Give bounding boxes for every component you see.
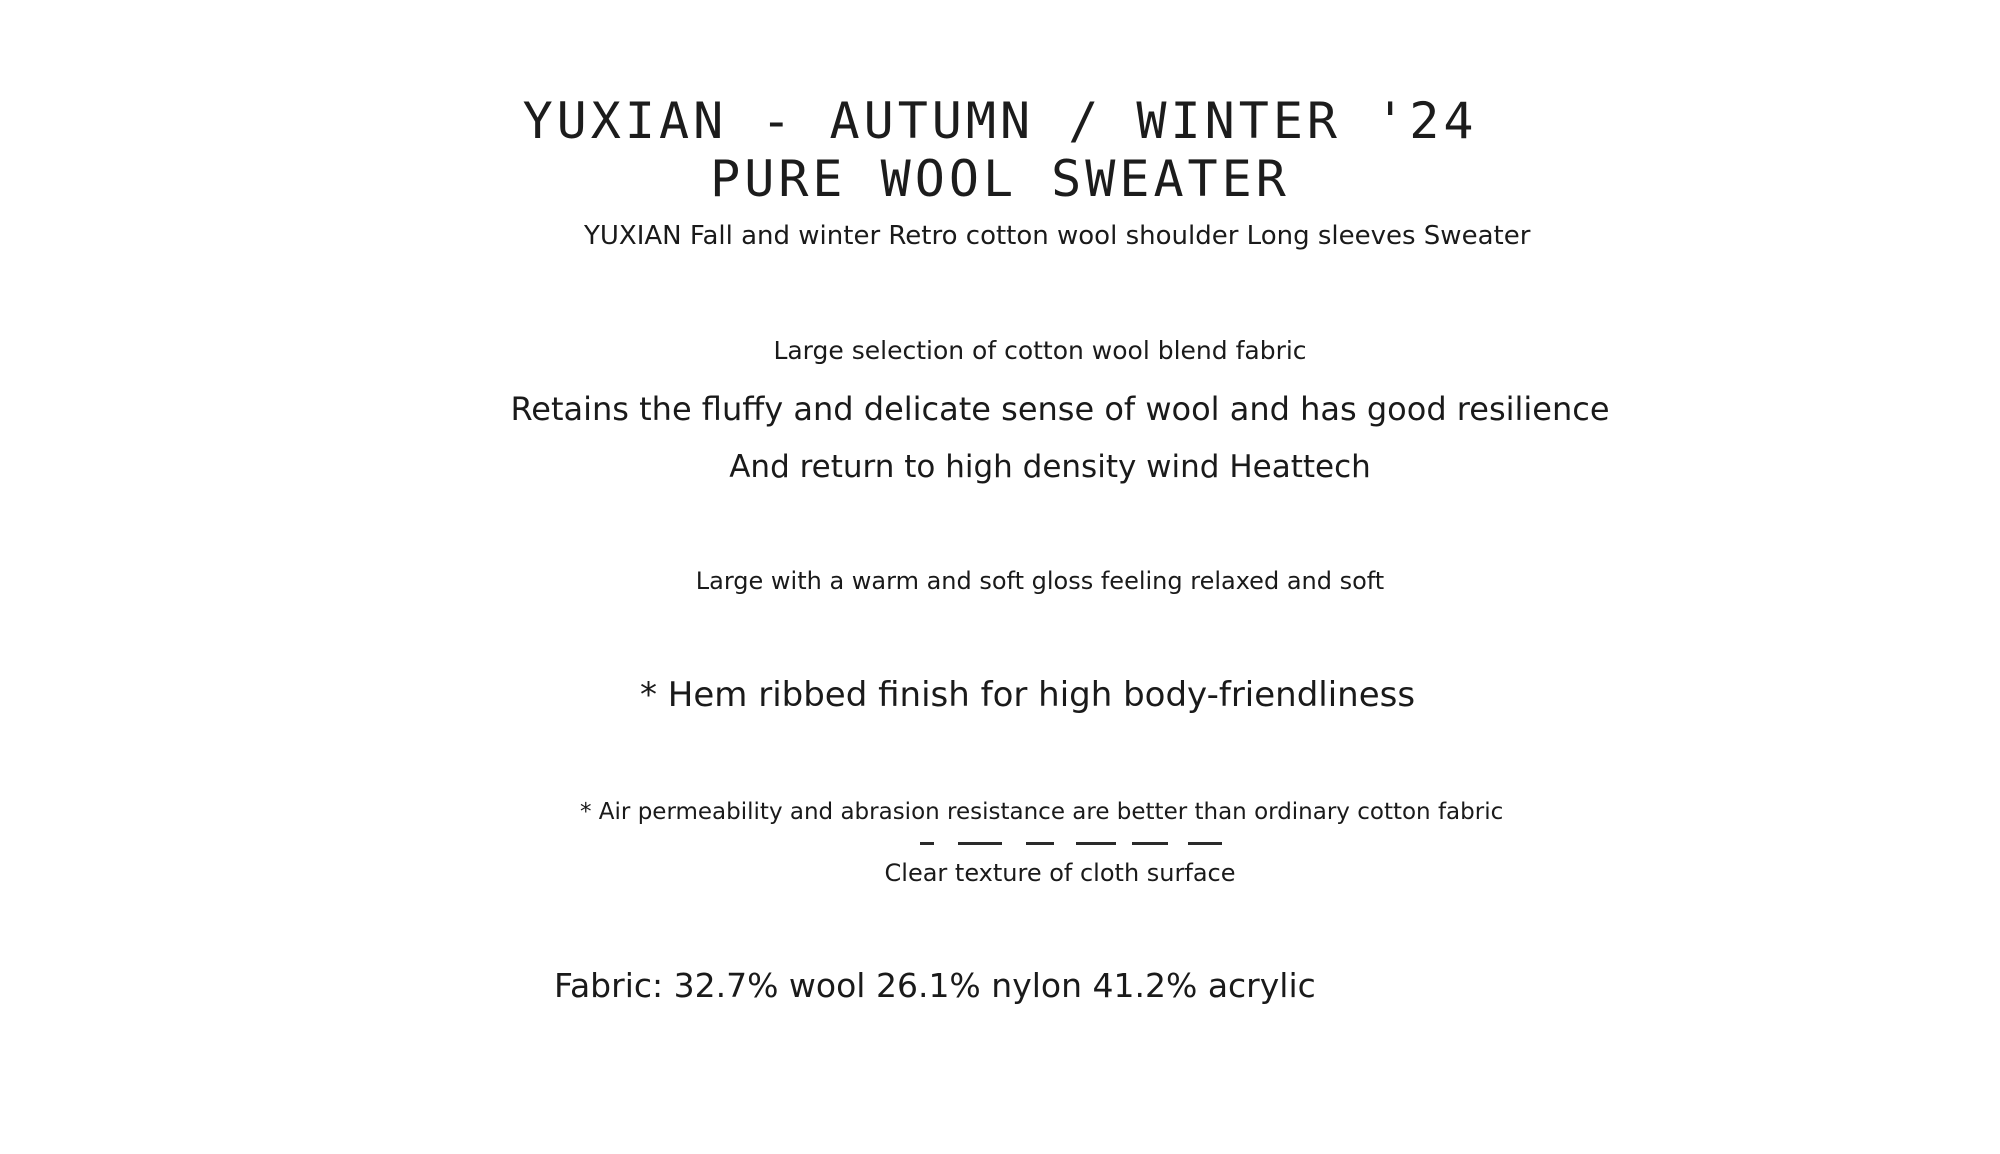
description-line-3: And return to high density wind Heattech <box>729 449 1371 485</box>
feature-texture: Clear texture of cloth surface <box>884 859 1236 887</box>
description-line-2: Retains the fluffy and delicate sense of wool and has good resilience <box>510 390 1610 428</box>
fabric-composition: Fabric: 32.7% wool 26.1% nylon 41.2% acrylic <box>554 966 1316 1005</box>
title-line-1: YUXIAN - AUTUMN / WINTER '24 <box>522 92 1478 150</box>
description-line-4: Large with a warm and soft gloss feeling relaxed and soft <box>695 567 1385 595</box>
cropped-text-fragment <box>900 842 1240 850</box>
subtitle: YUXIAN Fall and winter Retro cotton wool shoulder Long sleeves Sweater <box>584 221 1531 251</box>
feature-air: * Air permeability and abrasion resistance are better than ordinary cotton fabric <box>580 799 1504 825</box>
feature-hem: * Hem ribbed finish for high body-friendliness <box>640 675 1416 715</box>
description-line-1: Large selection of cotton wool blend fabric <box>773 336 1307 365</box>
title-line-2: PURE WOOL SWEATER <box>710 150 1290 208</box>
